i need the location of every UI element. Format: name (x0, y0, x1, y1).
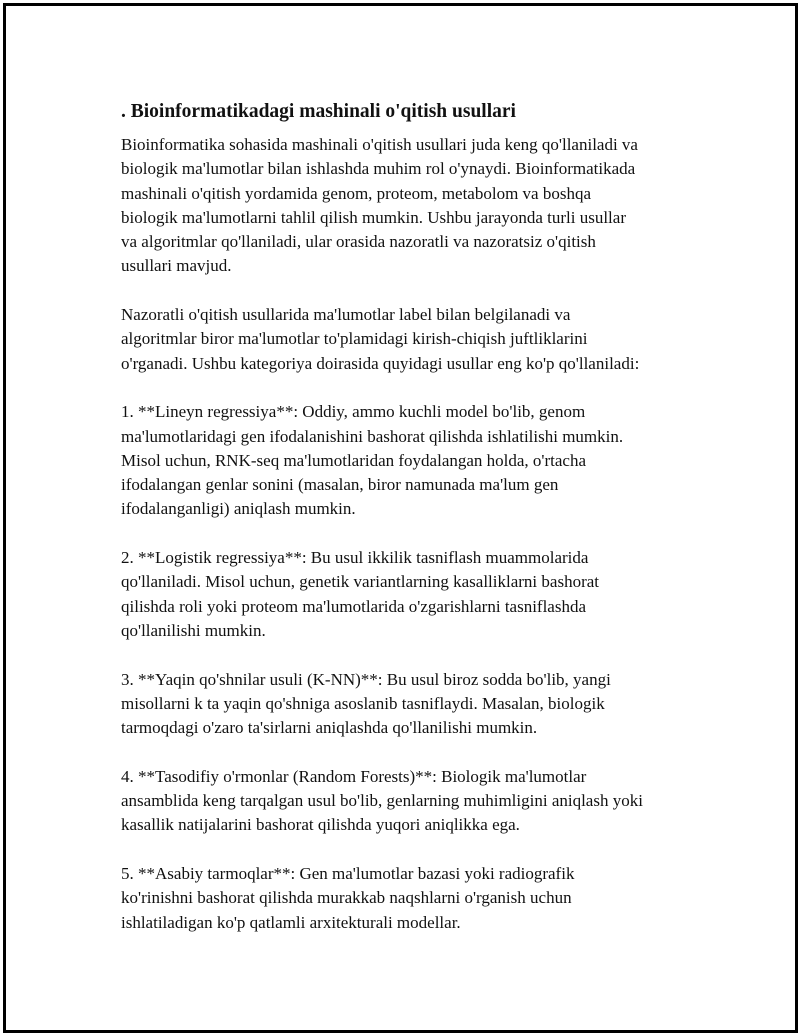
paragraph-line: ishlatiladigan ko'p qatlamli arxitekturali modellar. (121, 912, 461, 932)
paragraph-line: mashinali o'qitish yordamida genom, proteom, metabolom va boshqa (121, 183, 592, 203)
paragraph-line: Misol uchun, RNK-seq ma'lumotlaridan foydalangan holda, o'rtacha (121, 450, 587, 470)
paragraph-line: 5. **Asabiy tarmoqlar**: Gen ma'lumotlar bazasi yoki radiografik (121, 863, 575, 883)
paragraph-line: o'rganadi. Ushbu kategoriya doirasida quyidagi usullar eng ko'p qo'llaniladi: (121, 353, 640, 373)
paragraph-line: tarmoqdagi o'zaro ta'sirlarni aniqlashda qo'llanilishi mumkin. (121, 718, 538, 738)
paragraph-line: qo'llanilishi mumkin. (121, 620, 266, 640)
document-title: . Bioinformatikadagi mashinali o'qitish usullari (121, 101, 516, 122)
paragraph-line: qo'llaniladi. Misol uchun, genetik variantlarning kasalliklarni bashorat (121, 572, 600, 592)
list-item-neural-networks (121, 862, 706, 935)
paragraph-line: 3. **Yaqin qo'shnilar usuli (K-NN)**: Bu usul biroz sodda bo'lib, yangi (121, 669, 611, 689)
paragraph-line: ifodalangan genlar sonini (masalan, biror namunada ma'lum gen (121, 475, 559, 495)
paragraph-line: Bioinformatika sohasida mashinali o'qitish usullari juda keng qo'llaniladi va (121, 135, 638, 154)
paragraph-line: ma'lumotlaridagi gen ifodalanishini bashorat qilishda ishlatilishi mumkin. (121, 426, 624, 446)
intro-paragraph (121, 133, 706, 279)
paragraph-line: ifodalanganligi) aniqlash mumkin. (121, 499, 356, 519)
paragraph-line: va algoritmlar qo'llaniladi, ular orasida nazoratli va nazoratsiz o'qitish (121, 232, 596, 252)
paragraph-line: misollarni k ta yaqin qo'shniga asoslanib tasniflaydi. Masalan, biologik (121, 693, 605, 713)
paragraph-line: usullari mavjud. (121, 256, 232, 276)
list-item-knn (121, 668, 706, 741)
list-item-logistic-regression (121, 546, 706, 643)
paragraph-line: Nazoratli o'qitish usullarida ma'lumotlar label bilan belgilanadi va (121, 305, 571, 325)
paragraph-line: 1. **Lineyn regressiya**: Oddiy, ammo kuchli model bo'lib, genom (121, 402, 586, 422)
paragraph-line: biologik ma'lumotlar bilan ishlashda muhim rol o'ynaydi. Bioinformatikada (121, 159, 636, 179)
paragraph-line: ko'rinishni bashorat qilishda murakkab naqshlarni o'rganish uchun (121, 888, 572, 908)
paragraph-line: ansamblida keng tarqalgan usul bo'lib, genlarning muhimligini aniqlash yoki (121, 791, 643, 811)
supervised-learning-paragraph (121, 303, 706, 376)
paragraph-line: kasallik natijalarini bashorat qilishda yuqori aniqlikka ega. (121, 815, 520, 835)
list-item-linear-regression (121, 400, 706, 521)
list-item-random-forests (121, 765, 706, 838)
paragraph-line: algoritmlar biror ma'lumotlar to'plamidagi kirish-chiqish juftliklarini (121, 329, 588, 349)
document-page (3, 3, 798, 1033)
paragraph-line: 4. **Tasodifiy o'rmonlar (Random Forests)**: Biologik ma'lumotlar (121, 766, 587, 786)
paragraph-line: 2. **Logistik regressiya**: Bu usul ikkilik tasniflash muammolarida (121, 548, 589, 568)
paragraph-line: qilishda roli yoki proteom ma'lumotlarida o'zgarishlarni tasniflashda (121, 596, 587, 616)
paragraph-line: biologik ma'lumotlarni tahlil qilish mumkin. Ushbu jarayonda turli usullar (121, 207, 626, 227)
document-content (121, 99, 706, 959)
